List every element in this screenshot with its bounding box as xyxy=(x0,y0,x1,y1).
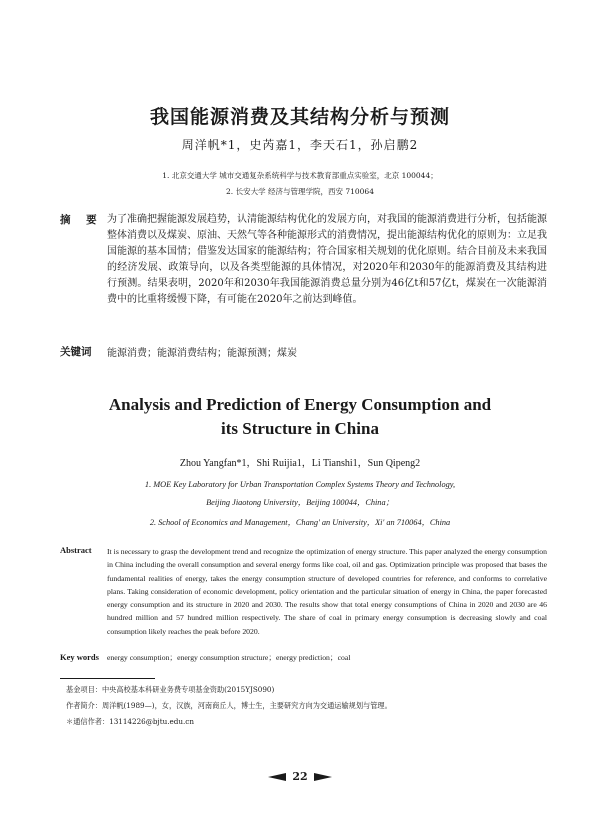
left-arrow-decoration-icon xyxy=(268,773,286,781)
chinese-affiliation-1: 1. 北京交通大学 城市交通复杂系统科学与技术教育部重点实验室，北京 100044； xyxy=(162,171,438,180)
english-title-line-1: Analysis and Prediction of Energy Consumption and xyxy=(108,395,492,414)
footnote-author-bio: 作者简介：周洋帆(1989—)，女，汉族，河南商丘人，博士生，主要研究方向为交通运输规划与管理。 xyxy=(66,701,392,710)
chinese-abstract: 为了准确把握能源发展趋势，认清能源结构优化的发展方向，对我国的能源消费进行分析，包括能源整体消费以及煤炭、原油、天然气等各种能源形式的消费情况，提出能源结构优化的原则为：立足我国能源的基本国情；借鉴发达国家的能源结构；符合国家相关规划的优化原则。结合目前及未来我国的经济发展、政策导向，以及各类型能源的具体情况，对2020年和2030年的能源消费及其结构进行预测。结果表明，2020年和2030年我国能源消费总量分别为46亿t和57亿t，煤炭在一次能源消费中的比重将缓慢下降，有可能在2020年之前达到峰值。 xyxy=(107,214,547,305)
english-affiliation-1b: Beijing Jiaotong University，Beijing 100044，China； xyxy=(206,498,394,507)
english-title-line-2: its Structure in China xyxy=(221,419,379,438)
english-abstract: It is necessary to grasp the development trend and recognize the optimization of energy structure. This paper analyzed the energy consumption in China including the overall consumption and several energy forms like coal, oil and gas. Optimization principle was proposed that bases the fundamental realities of energy, takes the energy consumption structure of developed countries for reference, and conforms to correlative plans. Taking consideration of economic development, policy orientation and the particular situation of energy in China, the paper forecasted energy consumption and its structure in 2020 and 2030. The results show that total energy consumptions of China in 2020 and 2030 are 46 hundred million and 57 hundred million respectively. The share of coal in primary energy consumption is decreasing slowly and coal consumption likely reaches the peak before 2020. xyxy=(107,547,547,636)
footnote-divider xyxy=(60,678,155,679)
english-affiliation-2: 2. School of Economics and Management，Chang' an University，Xi' an 710064，China xyxy=(149,518,451,527)
chinese-title: 我国能源消费及其结构分析与预测 xyxy=(149,106,450,128)
english-keywords: energy consumption；energy consumption structure；energy prediction；coal xyxy=(107,653,351,662)
english-affiliation-1a: 1. MOE Key Laboratory for Urban Transportation Complex Systems Theory and Technology, xyxy=(144,480,456,489)
chinese-keywords: 能源消费；能源消费结构；能源预测；煤炭 xyxy=(107,348,297,359)
page-number: 22 xyxy=(292,770,308,783)
footnote-fund: 基金项目：中央高校基本科研业务费专项基金资助(2015YJS090) xyxy=(66,685,275,694)
right-arrow-decoration-icon xyxy=(314,773,332,781)
chinese-abstract-label: 摘 要 xyxy=(60,214,103,226)
english-abstract-label: Abstract xyxy=(60,545,92,555)
english-authors: Zhou Yangfan*1，Shi Ruijia1，Li Tianshi1，Sun Qipeng2 xyxy=(179,458,421,469)
chinese-affiliation-2: 2. 长安大学 经济与管理学院，西安 710064 xyxy=(226,187,374,196)
footnote-corresponding: ＊通信作者：13114226@bjtu.edu.cn xyxy=(66,717,194,726)
chinese-authors: 周洋帆*1，史芮嘉1，李天石1，孙启鹏2 xyxy=(181,138,419,152)
english-title xyxy=(0,393,600,441)
english-keywords-label: Key words xyxy=(60,652,99,662)
chinese-keywords-label: 关键词 xyxy=(60,346,92,358)
page-number-block xyxy=(0,770,600,783)
